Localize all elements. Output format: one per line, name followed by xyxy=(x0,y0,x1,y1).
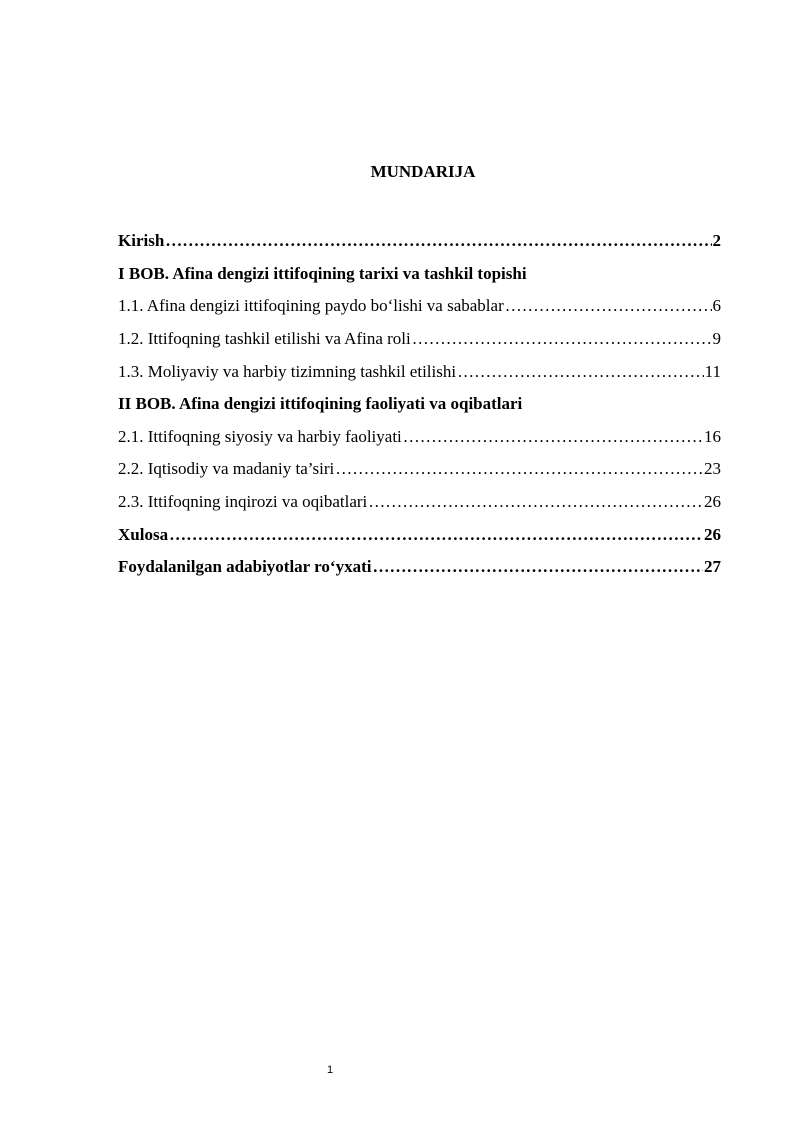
toc-leader-dots xyxy=(368,492,703,512)
toc-entry-label: Foydalanilgan adabiyotlar ro‘yxati xyxy=(118,557,372,577)
toc-entry-2-3[interactable] xyxy=(118,486,721,519)
toc-entry-label: 2.1. Ittifoqning siyosiy va harbiy faoliyati xyxy=(118,426,402,446)
toc-entry-label: 1.1. Afina dengizi ittifoqining paydo bo‘lishi va sabablar xyxy=(118,296,504,316)
toc-entry-page: 11 xyxy=(704,361,721,381)
toc-entry-xulosa[interactable] xyxy=(118,518,721,551)
toc-entry-1-3[interactable] xyxy=(118,355,721,388)
toc-entry-page: 2 xyxy=(712,231,721,251)
toc-entry-label: 2.3. Ittifoqning inqirozi va oqibatlari xyxy=(118,492,368,512)
table-of-contents xyxy=(118,225,721,584)
toc-entry-page: 27 xyxy=(704,557,721,577)
page-number: 1 xyxy=(326,1064,334,1076)
toc-entry-label: Kirish xyxy=(118,231,165,251)
toc-chapter-heading-2[interactable] xyxy=(118,388,721,421)
toc-entry-label: Xulosa xyxy=(118,524,169,544)
toc-entry-2-2[interactable] xyxy=(118,453,721,486)
toc-leader-dots xyxy=(335,459,703,479)
toc-entry-page: 26 xyxy=(704,524,721,544)
toc-leader-dots xyxy=(505,296,712,316)
toc-entry-label: 1.2. Ittifoqning tashkil etilishi va Afina roli xyxy=(118,329,411,349)
toc-leader-dots xyxy=(169,525,703,545)
toc-chapter-heading-1[interactable] xyxy=(118,258,721,291)
toc-entry-page: 26 xyxy=(704,492,721,512)
toc-leader-dots xyxy=(412,329,712,349)
toc-chapter-label: I BOB. Afina dengizi ittifoqining tarixi va tashkil topishi xyxy=(118,263,527,283)
toc-chapter-label: II BOB. Afina dengizi ittifoqining faoliyati va oqibatlari xyxy=(118,394,523,414)
toc-entry-adabiyotlar[interactable] xyxy=(118,551,721,584)
toc-leader-dots xyxy=(457,362,704,382)
toc-leader-dots xyxy=(165,231,711,251)
toc-entry-label: 1.3. Moliyaviy va harbiy tizimning tashkil etilishi xyxy=(118,361,457,381)
toc-entry-page: 6 xyxy=(712,296,721,316)
toc-entry-label: 2.2. Iqtisodiy va madaniy ta’siri xyxy=(118,459,335,479)
toc-entry-1-2[interactable] xyxy=(118,323,721,356)
toc-entry-1-1[interactable] xyxy=(118,290,721,323)
toc-entry-kirish[interactable] xyxy=(118,225,721,258)
toc-leader-dots xyxy=(403,427,703,447)
toc-entry-2-1[interactable] xyxy=(118,421,721,454)
toc-entry-page: 9 xyxy=(712,329,721,349)
toc-entry-page: 16 xyxy=(704,426,721,446)
toc-leader-dots xyxy=(372,557,703,577)
toc-entry-page: 23 xyxy=(704,459,721,479)
page-title: MUNDARIJA xyxy=(370,162,476,181)
